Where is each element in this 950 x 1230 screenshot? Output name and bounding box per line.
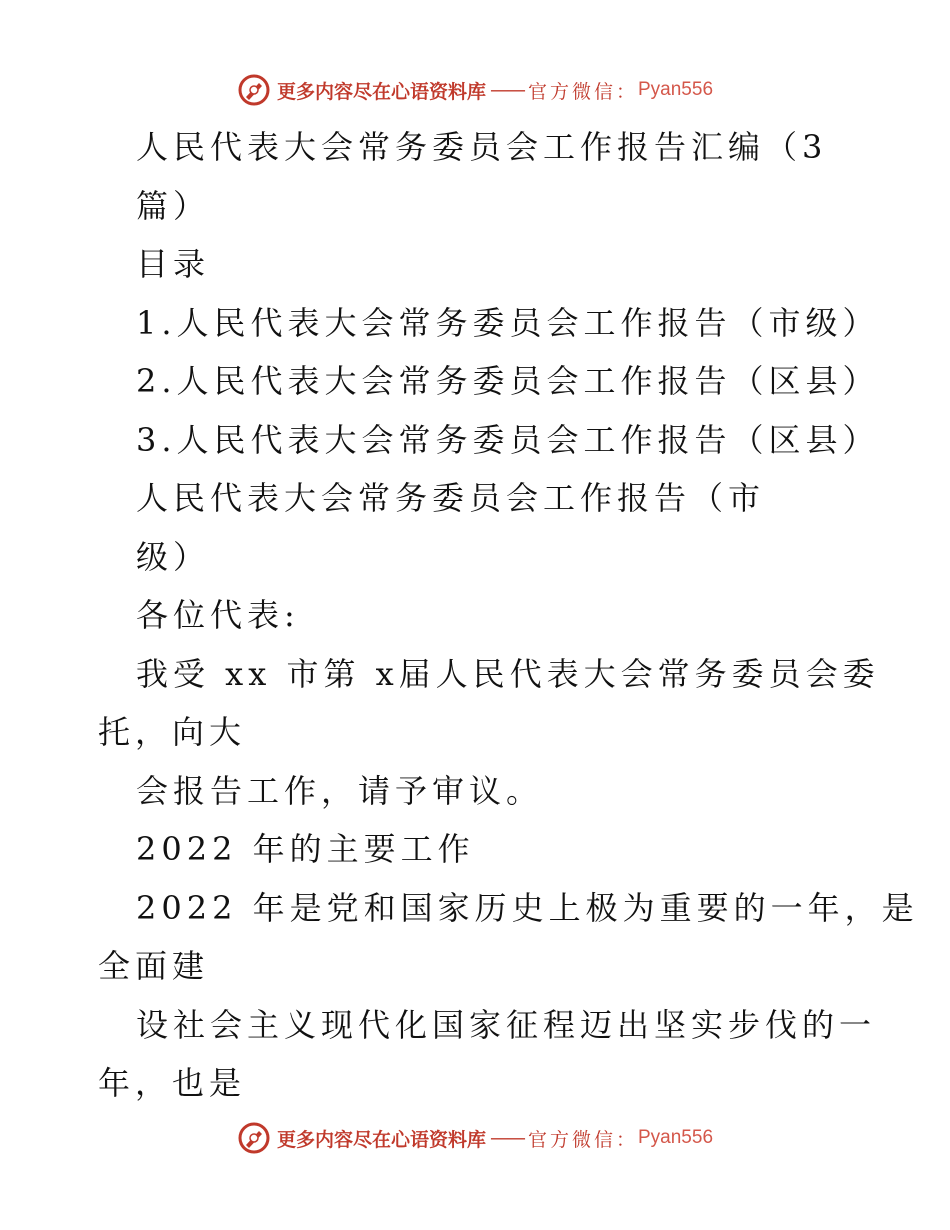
header-banner xyxy=(0,70,950,110)
paragraph-line: 2022 年是党和国家历史上极为重要的一年，是 xyxy=(136,888,919,927)
doc-title-line-2: 篇） xyxy=(136,186,211,225)
section-title-line-2: 级） xyxy=(136,537,211,576)
toc-item-3: 3.人民代表大会常务委员会工作报告（区县） xyxy=(136,420,880,459)
pen-logo-icon xyxy=(237,1121,271,1155)
banner-wechat-id: Pyan556 xyxy=(638,79,714,100)
toc-item-2: 2.人民代表大会常务委员会工作报告（区县） xyxy=(136,362,880,400)
banner-brand: 更多内容尽在心语资料库 xyxy=(276,80,486,103)
salutation: 各位代表: xyxy=(136,596,300,634)
subheading: 2022 年的主要工作 xyxy=(136,830,475,868)
paragraph-line: 年，也是 xyxy=(98,1064,247,1102)
banner-dash: —— xyxy=(489,79,524,101)
toc-item-1: 1.人民代表大会常务委员会工作报告（市级） xyxy=(136,303,880,342)
footer-banner xyxy=(0,1118,950,1158)
pen-logo-icon xyxy=(237,73,271,107)
doc-title-line-1: 人民代表大会常务委员会工作报告汇编（3 xyxy=(136,128,828,166)
toc-heading: 目录 xyxy=(136,245,211,283)
banner-wechat-id: Pyan556 xyxy=(638,1127,714,1148)
paragraph-line: 我受 xx 市第 x届人民代表大会常务委员会委 xyxy=(136,654,880,693)
paragraph-line: 托，向大 xyxy=(98,713,247,751)
paragraph-line: 会报告工作，请予审议。 xyxy=(136,771,544,810)
banner-brand: 更多内容尽在心语资料库 xyxy=(276,1128,486,1151)
banner-wechat-label: 官方微信： xyxy=(527,1128,638,1151)
paragraph-line: 全面建 xyxy=(98,947,210,985)
banner-dash: —— xyxy=(489,1127,524,1149)
document-body xyxy=(98,118,919,1113)
section-title-line-1: 人民代表大会常务委员会工作报告（市 xyxy=(136,479,766,517)
paragraph-line: 设社会主义现代化国家征程迈出坚实步伐的一 xyxy=(136,1005,877,1044)
banner-wechat-label: 官方微信： xyxy=(527,80,638,103)
